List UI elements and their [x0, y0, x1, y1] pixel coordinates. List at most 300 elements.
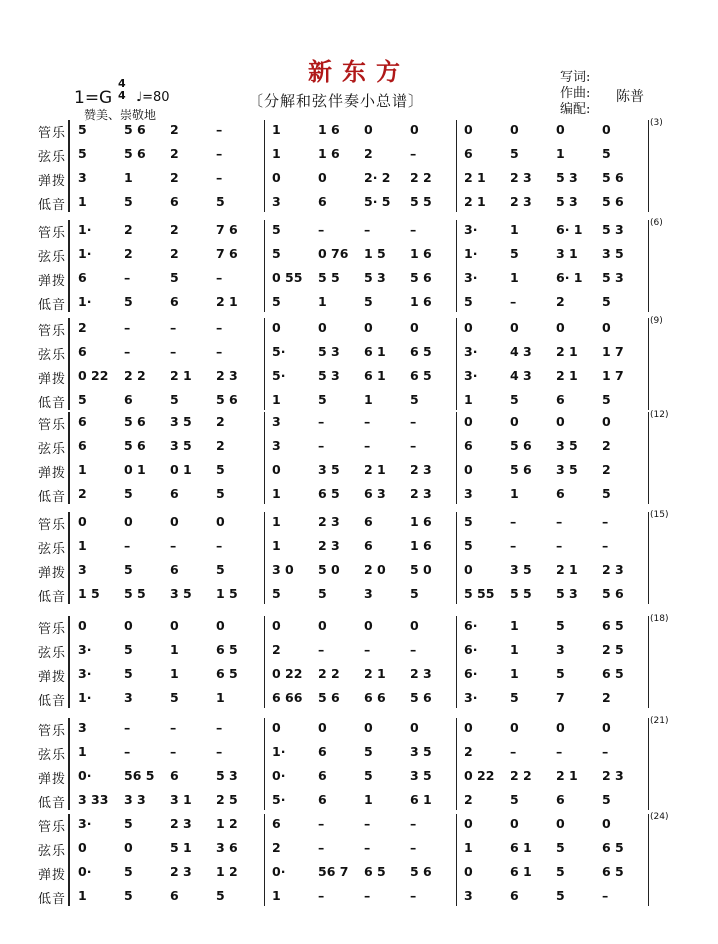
- note-group: 6: [364, 514, 373, 529]
- part-label: 低音: [38, 298, 67, 313]
- note-group: 5: [124, 294, 133, 309]
- note-group: 6 5: [602, 864, 624, 879]
- note-group: 2 3: [170, 816, 192, 831]
- note-group: 6 5: [318, 486, 340, 501]
- note-group: 0: [272, 320, 281, 335]
- note-group: 2 2: [318, 666, 340, 681]
- note-group: 5 0: [410, 562, 432, 577]
- lyricist-label: 写词:: [560, 70, 591, 85]
- note-group: 2 1: [556, 344, 578, 359]
- note-group: 5: [602, 294, 611, 309]
- part-label: 低音: [38, 694, 67, 709]
- barline: [456, 318, 457, 410]
- note-group: 5: [410, 586, 419, 601]
- barline: [456, 120, 457, 212]
- note-group: –: [510, 294, 517, 309]
- note-group: 1·: [464, 246, 478, 261]
- note-group: 3 5: [410, 744, 432, 759]
- note-group: –: [318, 840, 325, 855]
- note-group: 5 6: [216, 392, 238, 407]
- note-group: 0: [510, 816, 519, 831]
- note-group: 0: [602, 122, 611, 137]
- note-group: 0·: [272, 768, 286, 783]
- note-group: 0: [364, 720, 373, 735]
- part-label: 弹拨: [38, 174, 67, 189]
- note-group: –: [318, 888, 325, 903]
- note-group: 0: [124, 618, 133, 633]
- note-group: –: [318, 642, 325, 657]
- barline: [264, 512, 265, 604]
- note-group: 2 3: [318, 538, 340, 553]
- note-group: 6 5: [216, 666, 238, 681]
- part-label: 弦乐: [38, 250, 67, 265]
- note-group: 5 6: [410, 270, 432, 285]
- part-label: 弹拨: [38, 772, 67, 787]
- note-group: 5: [556, 864, 565, 879]
- note-group: 5 55: [464, 586, 495, 601]
- note-group: 5 5: [318, 270, 340, 285]
- note-group: 2: [170, 246, 179, 261]
- note-group: –: [216, 720, 223, 735]
- note-group: 5 6: [124, 438, 146, 453]
- note-group: 6: [170, 562, 179, 577]
- part-label: 弹拨: [38, 466, 67, 481]
- note-group: 5: [272, 294, 281, 309]
- note-group: –: [410, 840, 417, 855]
- note-group: 5 6: [124, 414, 146, 429]
- note-group: 2 1: [216, 294, 238, 309]
- note-group: 6 1: [410, 792, 432, 807]
- note-group: 6 3: [364, 486, 386, 501]
- time-signature-bottom: 4: [118, 89, 126, 102]
- part-label: 管乐: [38, 324, 67, 339]
- measure-number: (24): [650, 812, 669, 822]
- note-group: 2: [272, 642, 281, 657]
- note-group: 5: [556, 618, 565, 633]
- note-group: 0: [556, 720, 565, 735]
- barline: [264, 220, 265, 312]
- note-group: 6: [464, 438, 473, 453]
- note-group: 5: [318, 586, 327, 601]
- note-group: 2: [124, 222, 133, 237]
- note-group: 5: [124, 816, 133, 831]
- note-group: 3 5: [318, 462, 340, 477]
- note-group: 5: [510, 146, 519, 161]
- note-group: –: [510, 538, 517, 553]
- note-group: 5: [124, 562, 133, 577]
- note-group: 56 5: [124, 768, 155, 783]
- note-group: 6: [556, 792, 565, 807]
- note-group: 5 3: [556, 194, 578, 209]
- note-group: –: [216, 122, 223, 137]
- barline: [648, 220, 649, 312]
- note-group: 3·: [464, 270, 478, 285]
- note-group: 0: [272, 618, 281, 633]
- barline: [456, 814, 457, 906]
- note-group: 2 2: [124, 368, 146, 383]
- note-group: 1 6: [410, 514, 432, 529]
- note-group: 5: [364, 768, 373, 783]
- note-group: 2: [170, 170, 179, 185]
- note-group: 1: [78, 538, 87, 553]
- note-group: –: [410, 146, 417, 161]
- note-group: 3: [78, 562, 87, 577]
- note-group: 5: [78, 146, 87, 161]
- note-group: 5: [556, 888, 565, 903]
- note-group: 1: [78, 194, 87, 209]
- note-group: 6: [272, 816, 281, 831]
- note-group: 5: [556, 666, 565, 681]
- part-label: 低音: [38, 198, 67, 213]
- part-label: 弦乐: [38, 442, 67, 457]
- note-group: 5 3: [318, 368, 340, 383]
- note-group: 5: [78, 122, 87, 137]
- note-group: 0: [318, 618, 327, 633]
- part-label: 低音: [38, 590, 67, 605]
- note-group: 2 3: [318, 514, 340, 529]
- note-group: 5·: [272, 368, 286, 383]
- note-group: 0: [364, 320, 373, 335]
- note-group: 1: [556, 146, 565, 161]
- note-group: 6: [170, 888, 179, 903]
- note-group: –: [410, 438, 417, 453]
- note-group: 6: [78, 414, 87, 429]
- note-group: 6: [556, 486, 565, 501]
- note-group: 2 1: [556, 768, 578, 783]
- note-group: 2: [216, 414, 225, 429]
- note-group: 0: [364, 618, 373, 633]
- note-group: 3·: [464, 690, 478, 705]
- note-group: 5: [216, 888, 225, 903]
- note-group: 0: [464, 122, 473, 137]
- note-group: 0: [216, 618, 225, 633]
- note-group: 3 5: [602, 246, 624, 261]
- note-group: –: [318, 438, 325, 453]
- note-group: –: [410, 642, 417, 657]
- note-group: 6: [170, 768, 179, 783]
- note-group: –: [216, 744, 223, 759]
- note-group: 0: [602, 414, 611, 429]
- note-group: 6 66: [272, 690, 303, 705]
- part-label: 管乐: [38, 724, 67, 739]
- note-group: 56 7: [318, 864, 349, 879]
- note-group: 5 0: [318, 562, 340, 577]
- note-group: 5 3: [556, 170, 578, 185]
- note-group: 2 3: [170, 864, 192, 879]
- note-group: 3 5: [510, 562, 532, 577]
- part-label: 弦乐: [38, 844, 67, 859]
- note-group: 5: [272, 246, 281, 261]
- system-bracket: [68, 718, 73, 810]
- note-group: –: [410, 222, 417, 237]
- note-group: 1: [364, 792, 373, 807]
- note-group: 6: [78, 438, 87, 453]
- note-group: –: [216, 170, 223, 185]
- note-group: 5 6: [510, 438, 532, 453]
- note-group: 3: [464, 888, 473, 903]
- note-group: –: [124, 744, 131, 759]
- note-group: 6 6: [364, 690, 386, 705]
- note-group: 3: [464, 486, 473, 501]
- note-group: –: [410, 816, 417, 831]
- note-group: 1: [272, 486, 281, 501]
- note-group: 1 7: [602, 368, 624, 383]
- note-group: 0: [272, 720, 281, 735]
- note-group: 1: [510, 666, 519, 681]
- note-group: 5 5: [124, 586, 146, 601]
- note-group: 0: [602, 816, 611, 831]
- note-group: 5 3: [216, 768, 238, 783]
- note-group: 1 7: [602, 344, 624, 359]
- note-group: 7 6: [216, 246, 238, 261]
- measure-number: (3): [650, 118, 663, 128]
- barline: [456, 412, 457, 504]
- note-group: 6: [364, 538, 373, 553]
- note-group: 2: [170, 146, 179, 161]
- note-group: 2 3: [410, 666, 432, 681]
- note-group: 0: [170, 618, 179, 633]
- note-group: 0 76: [318, 246, 349, 261]
- barline: [456, 220, 457, 312]
- barline: [648, 512, 649, 604]
- part-label: 弦乐: [38, 348, 67, 363]
- note-group: 0: [364, 122, 373, 137]
- note-group: 0·: [78, 768, 92, 783]
- note-group: 6 1: [364, 344, 386, 359]
- part-label: 低音: [38, 396, 67, 411]
- note-group: 2 1: [464, 194, 486, 209]
- note-group: 5: [464, 294, 473, 309]
- note-group: 0: [602, 720, 611, 735]
- note-group: –: [410, 414, 417, 429]
- note-group: –: [556, 744, 563, 759]
- note-group: 0 22: [464, 768, 495, 783]
- note-group: –: [318, 414, 325, 429]
- note-group: 0: [464, 720, 473, 735]
- note-group: 1: [170, 666, 179, 681]
- key-signature: 1=G: [74, 88, 113, 108]
- note-group: 6: [318, 744, 327, 759]
- note-group: 0: [318, 320, 327, 335]
- note-group: 5: [602, 146, 611, 161]
- part-label: 管乐: [38, 418, 67, 433]
- note-group: 1: [464, 392, 473, 407]
- note-group: 0·: [78, 864, 92, 879]
- note-group: –: [602, 538, 609, 553]
- note-group: 6 5: [410, 344, 432, 359]
- note-group: 3 5: [170, 414, 192, 429]
- time-signature-top: 4: [118, 77, 126, 90]
- note-group: 3 5: [170, 438, 192, 453]
- note-group: 7: [556, 690, 565, 705]
- note-group: 5: [124, 888, 133, 903]
- composer-label: 作曲:: [560, 86, 591, 101]
- note-group: 2 3: [602, 562, 624, 577]
- note-group: –: [124, 720, 131, 735]
- note-group: 5 6: [410, 864, 432, 879]
- barline: [264, 814, 265, 906]
- note-group: –: [170, 538, 177, 553]
- note-group: 2: [464, 792, 473, 807]
- note-group: 5 6: [602, 586, 624, 601]
- note-group: 5: [602, 486, 611, 501]
- note-group: –: [602, 888, 609, 903]
- barline: [264, 616, 265, 708]
- note-group: 2 2: [410, 170, 432, 185]
- part-label: 弦乐: [38, 748, 67, 763]
- note-group: –: [602, 514, 609, 529]
- measure-number: (6): [650, 218, 663, 228]
- note-group: 1: [510, 222, 519, 237]
- note-group: 2 1: [556, 368, 578, 383]
- note-group: 6·: [464, 618, 478, 633]
- note-group: 3: [78, 170, 87, 185]
- note-group: 1 6: [410, 538, 432, 553]
- note-group: 3 1: [556, 246, 578, 261]
- note-group: 1 2: [216, 816, 238, 831]
- note-group: 5 6: [410, 690, 432, 705]
- note-group: 0: [170, 514, 179, 529]
- note-group: 1: [124, 170, 133, 185]
- note-group: 5: [364, 744, 373, 759]
- note-group: –: [216, 538, 223, 553]
- note-group: 5: [170, 270, 179, 285]
- note-group: 5 5: [410, 194, 432, 209]
- note-group: 2 3: [510, 170, 532, 185]
- note-group: 5: [170, 392, 179, 407]
- note-group: 6: [170, 194, 179, 209]
- note-group: 6: [78, 270, 87, 285]
- note-group: 2: [272, 840, 281, 855]
- note-group: 3 6: [216, 840, 238, 855]
- note-group: 5: [410, 392, 419, 407]
- note-group: 3·: [78, 642, 92, 657]
- note-group: 2: [170, 122, 179, 137]
- note-group: 6 1: [364, 368, 386, 383]
- note-group: 4 3: [510, 368, 532, 383]
- note-group: 2: [78, 320, 87, 335]
- note-group: 3: [272, 194, 281, 209]
- note-group: 5: [78, 392, 87, 407]
- note-group: 0 22: [78, 368, 109, 383]
- system-bracket: [68, 120, 73, 212]
- note-group: 5·: [272, 792, 286, 807]
- arranger-label: 编配:: [560, 102, 591, 117]
- note-group: 2 1: [170, 368, 192, 383]
- note-group: 1 5: [216, 586, 238, 601]
- composer-name: 陈普: [616, 89, 644, 105]
- note-group: 6·: [464, 642, 478, 657]
- note-group: 5 6: [510, 462, 532, 477]
- note-group: 2 1: [556, 562, 578, 577]
- note-group: 5 1: [170, 840, 192, 855]
- note-group: 3 5: [556, 438, 578, 453]
- note-group: 0: [510, 720, 519, 735]
- barline: [456, 616, 457, 708]
- note-group: 5: [170, 690, 179, 705]
- measure-number: (9): [650, 316, 663, 326]
- note-group: 3·: [78, 816, 92, 831]
- note-group: 0: [78, 514, 87, 529]
- note-group: 6: [170, 486, 179, 501]
- barline: [264, 718, 265, 810]
- note-group: 5: [216, 462, 225, 477]
- barline: [264, 318, 265, 410]
- note-group: –: [364, 642, 371, 657]
- note-group: 0 55: [272, 270, 303, 285]
- note-group: –: [364, 888, 371, 903]
- system-bracket: [68, 814, 73, 906]
- tempo-marking: ♩=80: [136, 90, 170, 105]
- note-group: 0 22: [272, 666, 303, 681]
- note-group: 5 6: [124, 146, 146, 161]
- barline: [648, 120, 649, 212]
- note-group: 5: [272, 586, 281, 601]
- note-group: 1: [272, 122, 281, 137]
- note-group: 3 3: [124, 792, 146, 807]
- note-group: –: [318, 222, 325, 237]
- note-group: 4 3: [510, 344, 532, 359]
- note-group: 0: [556, 816, 565, 831]
- note-group: 6· 1: [556, 270, 583, 285]
- note-group: 6: [124, 392, 133, 407]
- note-group: –: [510, 514, 517, 529]
- part-label: 弹拨: [38, 868, 67, 883]
- note-group: 5: [216, 562, 225, 577]
- note-group: 2· 2: [364, 170, 391, 185]
- note-group: 5 3: [602, 222, 624, 237]
- note-group: –: [124, 344, 131, 359]
- note-group: 3: [556, 642, 565, 657]
- note-group: 1: [216, 690, 225, 705]
- note-group: –: [124, 538, 131, 553]
- note-group: 3·: [464, 344, 478, 359]
- note-group: 5 5: [510, 586, 532, 601]
- note-group: 1: [272, 888, 281, 903]
- note-group: 5: [602, 392, 611, 407]
- note-group: 2: [602, 690, 611, 705]
- note-group: 2 3: [410, 486, 432, 501]
- note-group: 1: [318, 294, 327, 309]
- note-group: 0: [410, 320, 419, 335]
- note-group: 1 6: [318, 146, 340, 161]
- note-group: –: [556, 538, 563, 553]
- note-group: 2 3: [216, 368, 238, 383]
- part-label: 管乐: [38, 518, 67, 533]
- note-group: –: [170, 720, 177, 735]
- note-group: 0 1: [170, 462, 192, 477]
- system-bracket: [68, 220, 73, 312]
- note-group: 1·: [78, 222, 92, 237]
- note-group: –: [510, 744, 517, 759]
- measure-number: (15): [650, 510, 669, 520]
- note-group: 1: [464, 840, 473, 855]
- note-group: 3·: [464, 368, 478, 383]
- note-group: –: [170, 744, 177, 759]
- note-group: 5 3: [556, 586, 578, 601]
- note-group: 0: [272, 462, 281, 477]
- note-group: 0: [124, 840, 133, 855]
- note-group: 1: [170, 642, 179, 657]
- system-bracket: [68, 616, 73, 708]
- barline: [264, 120, 265, 212]
- note-group: –: [124, 320, 131, 335]
- note-group: 5: [510, 392, 519, 407]
- note-group: 6: [318, 194, 327, 209]
- measure-number: (21): [650, 716, 669, 726]
- note-group: 0: [272, 170, 281, 185]
- note-group: 1 6: [410, 294, 432, 309]
